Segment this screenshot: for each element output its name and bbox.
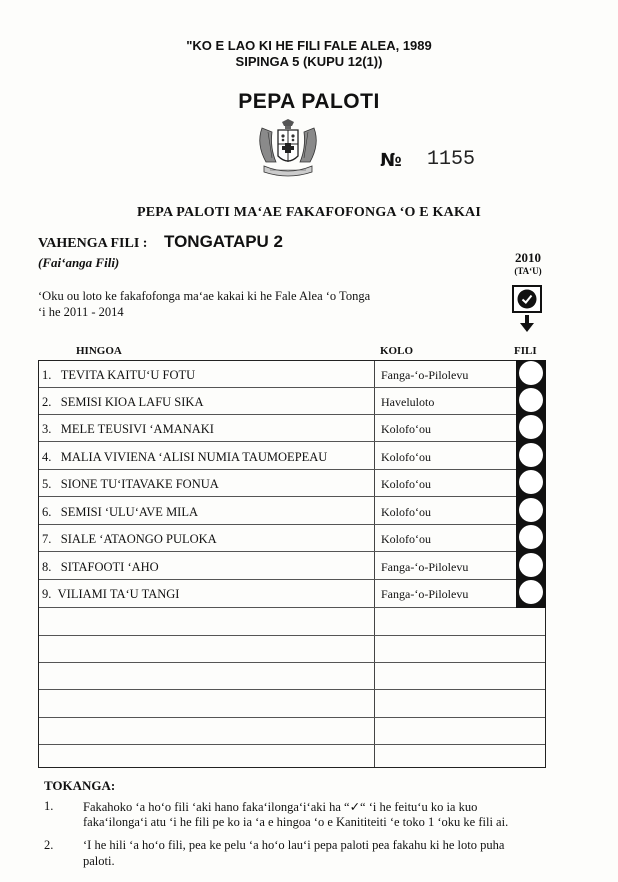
candidate-name: SIALE ‘ATAONGO PULOKA bbox=[60, 532, 217, 546]
column-divider bbox=[374, 361, 375, 767]
note-2-line1: ‘I he hili ‘a ho‘o fili, pea ke pelu ‘a ho‘o lau‘i pepa paloti pea fakahu ki he loto puha bbox=[83, 838, 505, 852]
candidate-number: 3. bbox=[42, 422, 52, 436]
vote-bubble-9[interactable] bbox=[519, 580, 543, 604]
law-section: SIPINGA 5 (KUPU 12(1)) bbox=[235, 54, 383, 69]
candidate-name-1 bbox=[42, 368, 195, 383]
candidate-name: MELE TEUSIVI ‘AMANAKI bbox=[60, 422, 214, 436]
candidate-town-8: Fanga-‘o-Pilolevu bbox=[381, 560, 469, 574]
candidate-name: SITAFOOTI ‘AHO bbox=[60, 560, 159, 574]
candidate-number: 8. bbox=[42, 560, 52, 574]
vote-bubble-7[interactable] bbox=[519, 525, 543, 549]
law-title: "KO E LAO KI HE FILI FALE ALEA, 1989 bbox=[186, 38, 432, 53]
coat-of-arms-icon bbox=[252, 118, 324, 180]
candidate-name: SEMISI KIOA LAFU SIKA bbox=[60, 395, 204, 409]
candidate-name: TEVITA KAITU‘U FOTU bbox=[60, 368, 196, 382]
candidate-number: 2. bbox=[42, 395, 52, 409]
candidate-name-6 bbox=[42, 505, 198, 520]
candidate-name: SIONE TU‘ITAVAKE FONUA bbox=[60, 477, 219, 491]
check-badge bbox=[512, 285, 542, 313]
vote-bubble-6[interactable] bbox=[519, 498, 543, 522]
column-header-town: KOLO bbox=[380, 345, 414, 357]
row-divider bbox=[39, 662, 545, 663]
ballot-description-line2: ‘i he 2011 - 2014 bbox=[38, 305, 124, 319]
row-divider bbox=[39, 607, 545, 608]
note-number-2: 2. bbox=[44, 838, 54, 852]
row-divider bbox=[39, 524, 545, 525]
candidate-town-5: Kolofo‘ou bbox=[381, 477, 431, 491]
candidate-town-3: Kolofo‘ou bbox=[381, 422, 431, 436]
candidate-number: 9. bbox=[42, 587, 52, 601]
district-value: TONGATAPU 2 bbox=[164, 232, 284, 251]
notes-title: TOKANGA: bbox=[44, 778, 116, 793]
candidate-town-7: Kolofo‘ou bbox=[381, 532, 431, 546]
candidate-name-2 bbox=[42, 395, 203, 410]
row-divider bbox=[39, 689, 545, 690]
candidate-number: 5. bbox=[42, 477, 52, 491]
row-divider bbox=[39, 744, 545, 745]
row-divider bbox=[39, 441, 545, 442]
ballot-description-line1: ‘Oku ou loto ke fakafofonga ma‘ae kakai ki he Fale Alea ‘o Tonga bbox=[38, 289, 371, 303]
vote-bubble-4[interactable] bbox=[519, 443, 543, 467]
candidate-name-9 bbox=[42, 587, 179, 602]
candidate-town-4: Kolofo‘ou bbox=[381, 450, 431, 464]
election-year: 2010 bbox=[515, 250, 541, 265]
candidate-name-3 bbox=[42, 422, 214, 437]
vote-bubble-3[interactable] bbox=[519, 415, 543, 439]
candidate-number: 6. bbox=[42, 505, 52, 519]
row-divider bbox=[39, 635, 545, 636]
candidate-name-5 bbox=[42, 477, 219, 492]
row-divider bbox=[39, 551, 545, 552]
ballot-number: 1155 bbox=[427, 148, 476, 171]
note-1-line1: Fakahoko ‘a ho‘o fili ‘aki hano faka‘ilonga‘i‘aki ha “✓“ ‘i he feitu‘u ko ia kuo bbox=[83, 800, 478, 814]
candidate-town-6: Kolofo‘ou bbox=[381, 505, 431, 519]
note-1-line2: faka‘ilonga‘i atu ‘i he fili pe ko ia ‘a e hingoa ‘o e Kanititeiti ‘e toko 1 ‘oku ke fili ai. bbox=[83, 815, 509, 829]
ballot-number-label: № bbox=[380, 150, 402, 171]
row-divider bbox=[39, 717, 545, 718]
ballot-subtitle: PEPA PALOTI MA‘AE FAKAFOFONGA ‘O E KAKAI bbox=[137, 205, 481, 220]
candidate-name: MALIA VIVIENA ‘ALISI NUMIA TAUMOEPEAU bbox=[60, 450, 328, 464]
vote-bubble-1[interactable] bbox=[519, 361, 543, 385]
row-divider bbox=[39, 469, 545, 470]
district-sublabel: (Fai‘anga Fili) bbox=[38, 255, 120, 270]
candidate-name-8 bbox=[42, 560, 159, 575]
row-divider bbox=[39, 579, 545, 580]
candidate-number: 4. bbox=[42, 450, 52, 464]
row-divider bbox=[39, 387, 545, 388]
candidate-name: VILIAMI TA‘U TANGI bbox=[57, 587, 180, 601]
candidate-name: SEMISI ‘ULU‘AVE MILA bbox=[60, 505, 199, 519]
candidate-town-9: Fanga-‘o-Pilolevu bbox=[381, 587, 469, 601]
check-badge-icon bbox=[514, 287, 540, 311]
district-label: VAHENGA FILI : bbox=[38, 236, 148, 251]
candidate-town-2: Haveluloto bbox=[381, 395, 435, 409]
row-divider bbox=[39, 496, 545, 497]
candidate-town-1: Fanga-‘o-Pilolevu bbox=[381, 368, 469, 382]
vote-bubble-2[interactable] bbox=[519, 388, 543, 412]
column-header-vote: FILI bbox=[514, 345, 537, 357]
vote-bubble-8[interactable] bbox=[519, 553, 543, 577]
candidate-number: 1. bbox=[42, 368, 52, 382]
year-sublabel: (TA‘U) bbox=[514, 266, 542, 276]
candidate-number: 7. bbox=[42, 532, 52, 546]
note-2-line2: paloti. bbox=[83, 854, 115, 868]
vote-bubble-5[interactable] bbox=[519, 470, 543, 494]
note-number-1: 1. bbox=[44, 799, 54, 813]
row-divider bbox=[39, 414, 545, 415]
column-header-name: HINGOA bbox=[76, 345, 122, 357]
ballot-title: PEPA PALOTI bbox=[238, 90, 380, 113]
candidate-name-4 bbox=[42, 450, 327, 465]
candidate-name-7 bbox=[42, 532, 217, 547]
down-arrow-icon bbox=[519, 315, 535, 333]
